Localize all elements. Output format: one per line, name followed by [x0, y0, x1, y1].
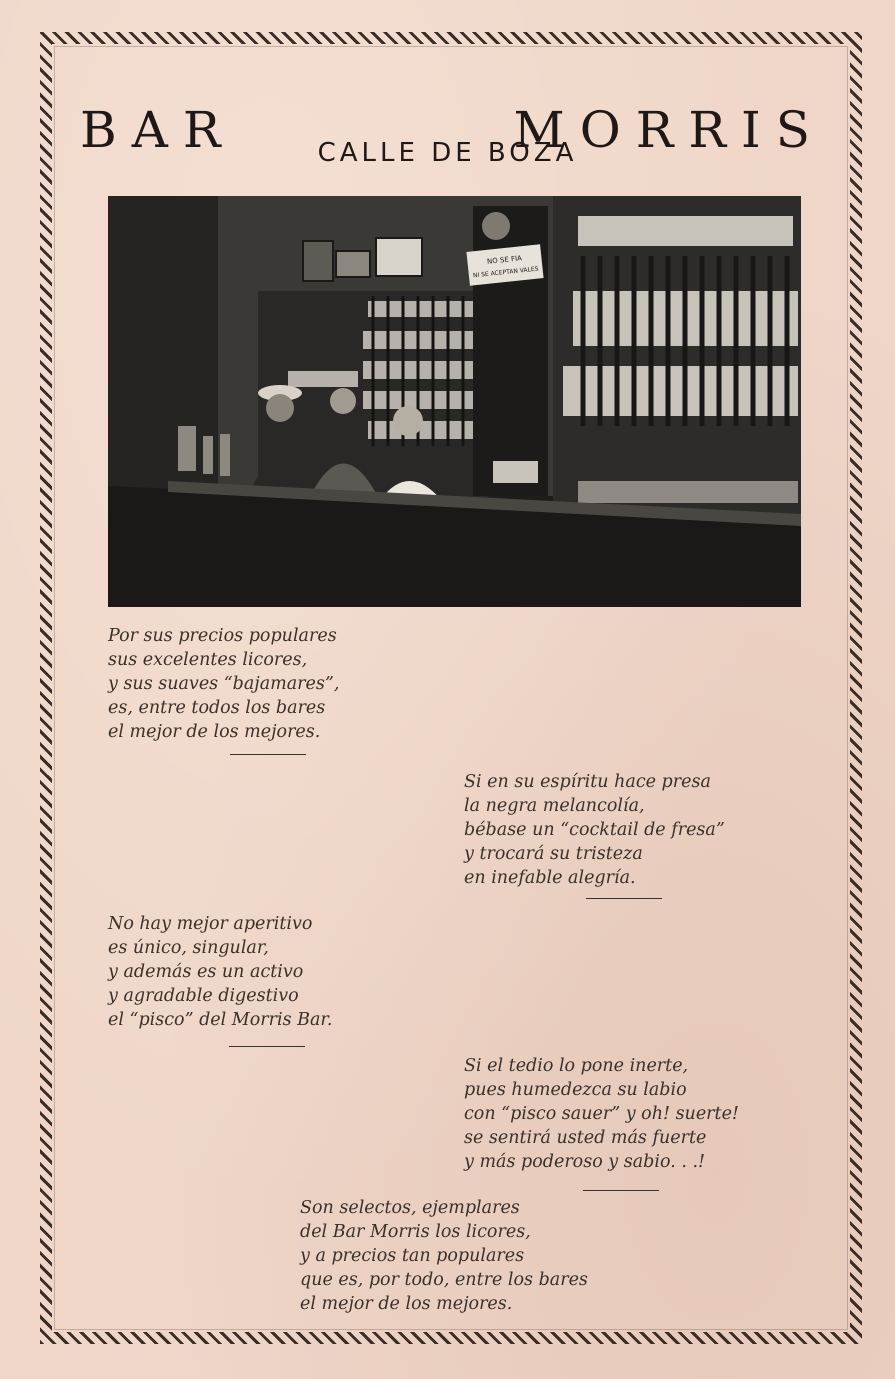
verse-line: y agradable digestivo [108, 986, 299, 1006]
verse-1 [108, 624, 339, 744]
verse-line: Por sus precios populares [108, 626, 337, 646]
verse-line: y trocará su tristeza [464, 844, 643, 864]
verse-line: sus excelentes licores, [108, 650, 308, 670]
verse-line: y a precios tan populares [300, 1246, 525, 1266]
verse-line: el mejor de los mejores. [300, 1294, 513, 1314]
verse-4 [464, 1054, 739, 1174]
verse-line: No hay mejor aperitivo [108, 914, 313, 934]
verse-line: que es, por todo, entre los bares [300, 1270, 588, 1290]
verse-line: el “pisco” del Morris Bar. [108, 1010, 333, 1030]
title-word-bar: BAR [80, 100, 236, 159]
verse-divider [229, 1046, 305, 1047]
verse-line: Si en su espíritu hace presa [464, 772, 711, 792]
verse-line: Son selectos, ejemplares [300, 1198, 520, 1218]
verse-line: y sus suaves “bajamares”, [108, 674, 340, 694]
verse-line: es único, singular, [108, 938, 269, 958]
verse-line: en inefable alegría. [464, 868, 636, 888]
verse-3 [108, 912, 332, 1032]
verse-2 [464, 770, 725, 890]
verse-line: el mejor de los mejores. [108, 722, 321, 742]
verse-line: con “pisco sauer” y oh! suerte! [464, 1104, 739, 1124]
right-shelves [553, 196, 801, 516]
verse-line: del Bar Morris los licores, [300, 1222, 531, 1242]
sign-line-2: NI SE ACEPTAN VALES [472, 265, 539, 280]
verse-5 [300, 1196, 588, 1316]
verse-line: bébase un “cocktail de fresa” [464, 820, 725, 840]
verse-line: y además es un activo [108, 962, 304, 982]
title-word-morris: MORRIS [513, 100, 825, 159]
verse-line: es, entre todos los bares [108, 698, 326, 718]
bar-interior-photo [108, 196, 801, 607]
page-subtitle: CALLE DE BOZA [317, 138, 578, 168]
verse-line: Si el tedio lo pone inerte, [464, 1056, 689, 1076]
verse-line: se sentirá usted más fuerte [464, 1128, 707, 1148]
verse-line: la negra melancolía, [464, 796, 645, 816]
photo-illustration [108, 196, 801, 607]
verse-divider [586, 898, 662, 899]
verse-divider [230, 754, 306, 755]
verse-divider [583, 1190, 659, 1191]
sign-line-1: NO SE FIA [486, 254, 523, 266]
verse-line: pues humedezca su labio [464, 1080, 687, 1100]
verse-line: y más poderoso y sabio. . .! [464, 1152, 706, 1172]
